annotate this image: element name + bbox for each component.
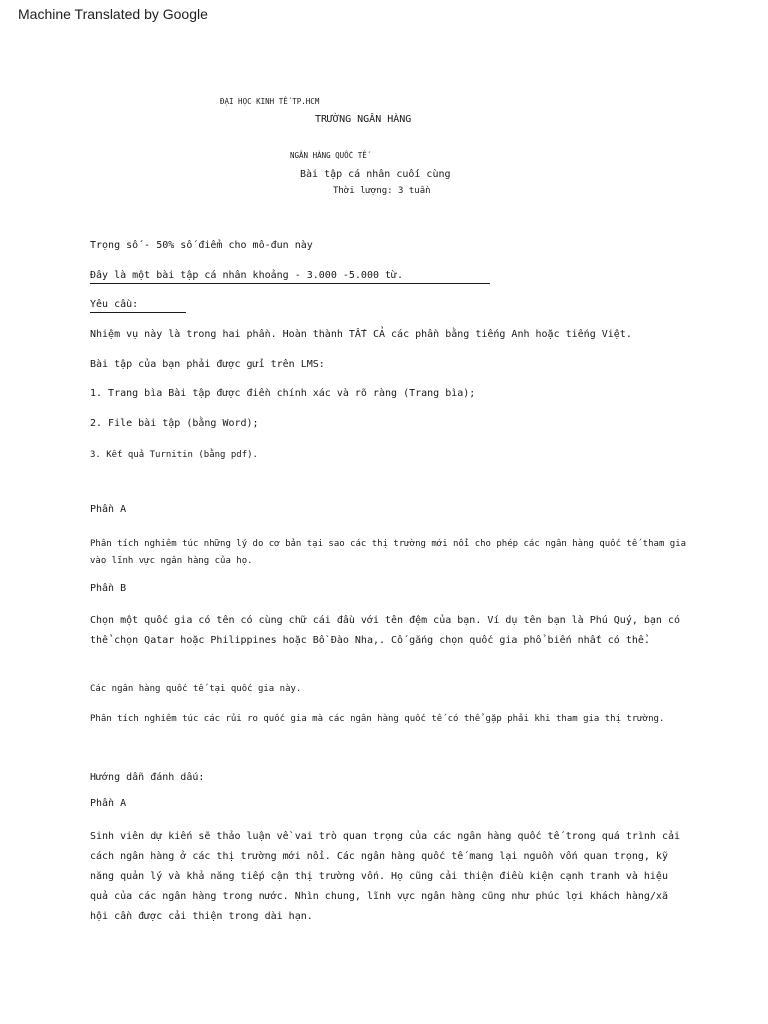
length-underline: [90, 283, 490, 284]
part-a-text: Phân tích nghiêm túc những lý do cơ bản tại sao các thị trường mới nổi cho phép các ngân hàng quốc tế tham gia vào lĩnh vực ngân hàng của họ.: [90, 539, 687, 566]
submission-item-3: 3. Kết quả Turnitin (bằng pdf).: [90, 450, 258, 460]
requirements-heading: Yêu cầu:: [90, 299, 139, 310]
university-name: ĐẠI HỌC KINH TẾ TP.HCM: [220, 97, 320, 106]
duration: Thời lượng: 3 tuần: [333, 186, 431, 196]
submit-note: Bài tập của bạn phải được gửi trên LMS:: [90, 359, 325, 370]
marking-part-a-heading: Phần A: [90, 798, 127, 809]
course-name: NGÂN HÀNG QUỐC TẾ: [290, 151, 367, 160]
marking-heading: Hướng dẫn đánh dấu:: [90, 772, 205, 783]
assignment-title: Bài tập cá nhân cuối cùng: [300, 169, 451, 180]
task-parts-note: Nhiệm vụ này là trong hai phần. Hoàn thành TẤT CẢ các phần bằng tiếng Anh hoặc tiếng Việt.: [90, 329, 632, 340]
part-b-text: Chọn một quốc gia có tên có cùng chữ cái đầu với tên đệm của bạn. Ví dụ tên bạn là Phú Quý, bạn có thể chọn Qatar hoặc Philippines hoặc Bồ Đào Nha,. Cố gắng chọn quốc gia phổ biến nhất có thể.: [90, 615, 681, 646]
marking-part-a-text: Sinh viên dự kiến sẽ thảo luận về vai trò quan trọng của các ngân hàng quốc tế trong quá trình cải cách ngân hàng ở các thị trường mới nổi. Các ngân hàng quốc tế mang lại nguồn vốn quan trọng, kỹ năng quản lý và khả năng tiếp cận thị trường vốn. Họ cũng cải thiện điều kiện cạnh tranh và hiệu quả của các ngân hàng trong nước. Nhìn chung, lĩnh vực ngân hàng cũng như phúc lợi khách hàng/xã hội cần được cải thiện trong dài hạn.: [90, 831, 681, 922]
submission-item-1: 1. Trang bìa Bài tập được điền chính xác và rõ ràng (Trang bìa);: [90, 388, 476, 399]
requirements-underline: [90, 312, 186, 313]
length-note: Đây là một bài tập cá nhân khoảng - 3.000 -5.000 từ.: [90, 270, 404, 281]
school-name: TRƯỜNG NGÂN HÀNG: [315, 114, 412, 125]
submission-item-2: 2. File bài tập (bằng Word);: [90, 418, 259, 429]
machine-translated-banner: Machine Translated by Google: [18, 6, 208, 22]
part-b-sub1: Các ngân hàng quốc tế tại quốc gia này.: [90, 684, 302, 694]
part-b-sub2: Phân tích nghiêm túc các rủi ro quốc gia mà các ngân hàng quốc tế có thể gặp phải khi tham gia thị trường.: [90, 714, 665, 724]
part-a-heading: Phần A: [90, 504, 127, 515]
weight-note: Trọng số - 50% số điểm cho mô-đun này: [90, 240, 313, 251]
part-b-heading: Phần B: [90, 583, 127, 594]
